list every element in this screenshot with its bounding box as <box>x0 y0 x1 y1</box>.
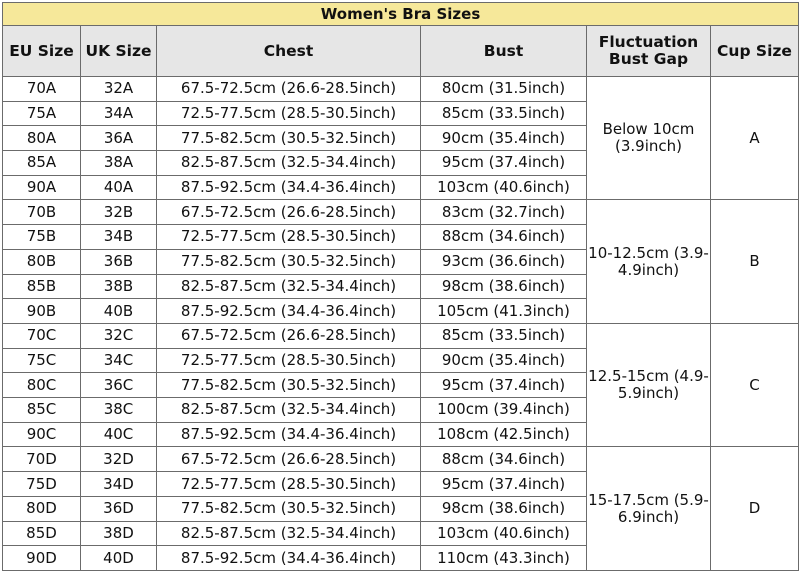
uk-size-cell: 32A <box>81 76 157 101</box>
eu-size-cell: 80C <box>3 373 81 398</box>
eu-size-cell: 70A <box>3 76 81 101</box>
eu-size-cell: 90A <box>3 175 81 200</box>
title-row <box>3 3 799 26</box>
uk-size-cell: 32D <box>81 447 157 472</box>
bust-gap-cell: 12.5-15cm (4.9-5.9inch) <box>587 323 711 447</box>
uk-size-cell: 32C <box>81 323 157 348</box>
uk-size-cell: 32B <box>81 200 157 225</box>
bust-cell: 95cm (37.4inch) <box>421 472 587 497</box>
table-row <box>3 76 799 101</box>
uk-size-cell: 40C <box>81 422 157 447</box>
bust-cell: 103cm (40.6inch) <box>421 521 587 546</box>
bust-gap-cell: Below 10cm (3.9inch) <box>587 76 711 200</box>
chest-cell: 82.5-87.5cm (32.5-34.4inch) <box>157 521 421 546</box>
header-bust: Bust <box>421 26 587 77</box>
bust-cell: 83cm (32.7inch) <box>421 200 587 225</box>
eu-size-cell: 90C <box>3 422 81 447</box>
uk-size-cell: 34D <box>81 472 157 497</box>
eu-size-cell: 70D <box>3 447 81 472</box>
uk-size-cell: 36A <box>81 126 157 151</box>
uk-size-cell: 40A <box>81 175 157 200</box>
bust-gap-cell: 15-17.5cm (5.9-6.9inch) <box>587 447 711 571</box>
eu-size-cell: 75C <box>3 348 81 373</box>
bust-gap-cell: 10-12.5cm (3.9-4.9inch) <box>587 200 711 324</box>
eu-size-cell: 80A <box>3 126 81 151</box>
bust-cell: 88cm (34.6inch) <box>421 225 587 250</box>
chest-cell: 67.5-72.5cm (26.6-28.5inch) <box>157 323 421 348</box>
bust-cell: 98cm (38.6inch) <box>421 496 587 521</box>
header-fluctuation-bust-gap: Fluctuation Bust Gap <box>587 26 711 77</box>
header-uk-size: UK Size <box>81 26 157 77</box>
uk-size-cell: 36B <box>81 249 157 274</box>
bust-cell: 95cm (37.4inch) <box>421 373 587 398</box>
uk-size-cell: 38A <box>81 151 157 176</box>
chest-cell: 67.5-72.5cm (26.6-28.5inch) <box>157 200 421 225</box>
cup-size-cell: B <box>711 200 799 324</box>
header-chest: Chest <box>157 26 421 77</box>
chest-cell: 67.5-72.5cm (26.6-28.5inch) <box>157 447 421 472</box>
chest-cell: 77.5-82.5cm (30.5-32.5inch) <box>157 496 421 521</box>
eu-size-cell: 85C <box>3 398 81 423</box>
eu-size-cell: 80D <box>3 496 81 521</box>
table-row <box>3 323 799 348</box>
chest-cell: 87.5-92.5cm (34.4-36.4inch) <box>157 299 421 324</box>
eu-size-cell: 85B <box>3 274 81 299</box>
uk-size-cell: 38C <box>81 398 157 423</box>
bust-cell: 80cm (31.5inch) <box>421 76 587 101</box>
bust-cell: 105cm (41.3inch) <box>421 299 587 324</box>
eu-size-cell: 70B <box>3 200 81 225</box>
bust-cell: 103cm (40.6inch) <box>421 175 587 200</box>
eu-size-cell: 75B <box>3 225 81 250</box>
bust-cell: 88cm (34.6inch) <box>421 447 587 472</box>
uk-size-cell: 36C <box>81 373 157 398</box>
bust-cell: 90cm (35.4inch) <box>421 126 587 151</box>
chest-cell: 67.5-72.5cm (26.6-28.5inch) <box>157 76 421 101</box>
header-cup-size: Cup Size <box>711 26 799 77</box>
eu-size-cell: 85A <box>3 151 81 176</box>
bust-cell: 90cm (35.4inch) <box>421 348 587 373</box>
chest-cell: 72.5-77.5cm (28.5-30.5inch) <box>157 472 421 497</box>
bust-cell: 95cm (37.4inch) <box>421 151 587 176</box>
chest-cell: 87.5-92.5cm (34.4-36.4inch) <box>157 546 421 571</box>
uk-size-cell: 40D <box>81 546 157 571</box>
chest-cell: 87.5-92.5cm (34.4-36.4inch) <box>157 422 421 447</box>
chest-cell: 82.5-87.5cm (32.5-34.4inch) <box>157 274 421 299</box>
bust-cell: 85cm (33.5inch) <box>421 323 587 348</box>
uk-size-cell: 34B <box>81 225 157 250</box>
uk-size-cell: 34A <box>81 101 157 126</box>
chest-cell: 87.5-92.5cm (34.4-36.4inch) <box>157 175 421 200</box>
bust-cell: 100cm (39.4inch) <box>421 398 587 423</box>
chest-cell: 77.5-82.5cm (30.5-32.5inch) <box>157 249 421 274</box>
bust-cell: 85cm (33.5inch) <box>421 101 587 126</box>
bust-cell: 110cm (43.3inch) <box>421 546 587 571</box>
header-row <box>3 26 799 77</box>
table-row <box>3 200 799 225</box>
uk-size-cell: 36D <box>81 496 157 521</box>
chest-cell: 77.5-82.5cm (30.5-32.5inch) <box>157 126 421 151</box>
table-row <box>3 447 799 472</box>
bust-cell: 98cm (38.6inch) <box>421 274 587 299</box>
chest-cell: 72.5-77.5cm (28.5-30.5inch) <box>157 101 421 126</box>
table-title: Women's Bra Sizes <box>3 3 799 26</box>
chest-cell: 72.5-77.5cm (28.5-30.5inch) <box>157 348 421 373</box>
chest-cell: 72.5-77.5cm (28.5-30.5inch) <box>157 225 421 250</box>
eu-size-cell: 70C <box>3 323 81 348</box>
cup-size-cell: D <box>711 447 799 571</box>
eu-size-cell: 75A <box>3 101 81 126</box>
chest-cell: 77.5-82.5cm (30.5-32.5inch) <box>157 373 421 398</box>
bust-cell: 108cm (42.5inch) <box>421 422 587 447</box>
chest-cell: 82.5-87.5cm (32.5-34.4inch) <box>157 398 421 423</box>
eu-size-cell: 80B <box>3 249 81 274</box>
bust-cell: 93cm (36.6inch) <box>421 249 587 274</box>
eu-size-cell: 85D <box>3 521 81 546</box>
chest-cell: 82.5-87.5cm (32.5-34.4inch) <box>157 151 421 176</box>
uk-size-cell: 38B <box>81 274 157 299</box>
cup-size-cell: A <box>711 76 799 200</box>
eu-size-cell: 90D <box>3 546 81 571</box>
uk-size-cell: 34C <box>81 348 157 373</box>
eu-size-cell: 75D <box>3 472 81 497</box>
uk-size-cell: 38D <box>81 521 157 546</box>
cup-size-cell: C <box>711 323 799 447</box>
bra-size-table <box>2 2 799 571</box>
uk-size-cell: 40B <box>81 299 157 324</box>
eu-size-cell: 90B <box>3 299 81 324</box>
header-eu-size: EU Size <box>3 26 81 77</box>
